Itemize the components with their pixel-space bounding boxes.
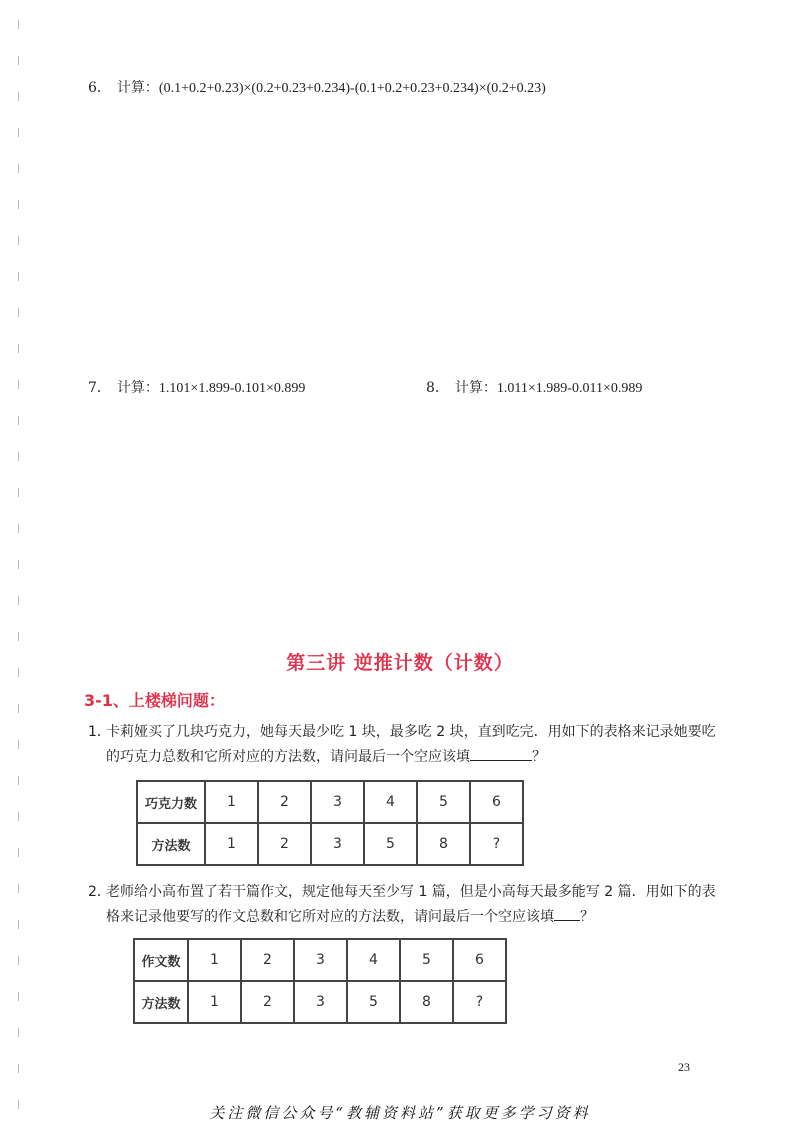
row-header: 方法数 [137,823,205,865]
question-number: 2． [88,884,111,900]
table-cell: 8 [417,823,470,865]
table-cell: ? [470,823,523,865]
table-cell: 8 [400,981,453,1023]
section-title: 3-1、上楼梯问题： [84,691,225,710]
table-row [134,939,506,981]
question-text [106,720,728,769]
margin-tick [18,848,19,857]
margin-tick [18,308,19,317]
row-header: 作文数 [134,939,188,981]
question-2 [88,880,728,929]
problem-number: 7． [88,380,111,396]
margin-tick [18,956,19,965]
problem-expression: 1.101×1.899-0.101×0.899 [158,381,306,396]
problem-7 [88,378,305,399]
margin-tick [18,560,19,569]
answer-blank[interactable] [554,904,580,921]
table-cell: 2 [258,823,311,865]
question-number: 1． [88,724,111,740]
table-cell: 1 [205,781,258,823]
problem-expression: 1.011×1.989-0.011×0.989 [496,381,643,396]
table-cell: 3 [294,981,347,1023]
question-body: 老师给小高布置了若干篇作文，规定他每天至少写 1 篇，但是小高每天最多能写 2 篇．用如下的表格来记录他要写的作文总数和它所对应的方法数，请问最后一个空应该填 [106,884,716,925]
problem-label: 计算： [454,380,497,396]
table-cell: 5 [417,781,470,823]
margin-tick [18,92,19,101]
problem-expression: (0.1+0.2+0.23)×(0.2+0.23+0.234)-(0.1+0.2+0.23+0.234)×(0.2+0.23) [158,81,546,96]
chocolate-table [136,780,524,866]
answer-blank[interactable] [470,744,532,761]
margin-tick [18,884,19,893]
table-row [137,823,523,865]
table-cell: 5 [364,823,417,865]
margin-tick [18,812,19,821]
margin-tick [18,596,19,605]
table-cell: 3 [294,939,347,981]
margin-tick [18,992,19,1001]
question-tail: ？ [532,749,546,765]
problem-8 [426,378,642,399]
margin-tick [18,632,19,641]
margin-tick [18,344,19,353]
table-cell: 2 [258,781,311,823]
table-cell: 1 [188,981,241,1023]
table-cell: 6 [470,781,523,823]
table-cell: 1 [205,823,258,865]
margin-tick [18,128,19,137]
question-text [106,880,728,929]
table-cell: 4 [347,939,400,981]
row-header: 巧克力数 [137,781,205,823]
page-number: 23 [678,1060,690,1074]
problem-number: 6． [88,80,111,96]
table-row [137,781,523,823]
table-cell: 5 [347,981,400,1023]
problem-6 [88,78,546,99]
problem-label: 计算： [116,80,159,96]
footer-note: 关注微信公众号“教辅资料站”获取更多学习资料 [209,1104,591,1122]
table-cell: 3 [311,781,364,823]
margin-tick [18,452,19,461]
margin-tick [18,164,19,173]
question-1 [88,720,728,769]
margin-tick [18,380,19,389]
question-tail: ？ [580,909,594,925]
table-row [134,981,506,1023]
margin-tick [18,416,19,425]
margin-tick [18,740,19,749]
table-cell: ? [453,981,506,1023]
table-cell: 3 [311,823,364,865]
essay-table [133,938,507,1024]
margin-tick [18,704,19,713]
table-cell: 2 [241,939,294,981]
problem-label: 计算： [116,380,159,396]
problem-number: 8． [426,380,449,396]
margin-tick [18,776,19,785]
margin-tick [18,20,19,29]
margin-tick [18,200,19,209]
table-cell: 1 [188,939,241,981]
question-body: 卡莉娅买了几块巧克力，她每天最少吃 1 块，最多吃 2 块，直到吃完．用如下的表格来记录她要吃的巧克力总数和它所对应的方法数，请问最后一个空应该填 [106,724,716,765]
table-cell: 6 [453,939,506,981]
margin-tick [18,488,19,497]
margin-tick [18,1028,19,1037]
lecture-title: 第三讲 逆推计数（计数） [286,652,514,674]
margin-tick [18,272,19,281]
table-cell: 5 [400,939,453,981]
table-cell: 2 [241,981,294,1023]
margin-tick [18,236,19,245]
margin-tick [18,1064,19,1073]
binding-margin [18,0,22,1131]
margin-tick [18,56,19,65]
table-cell: 4 [364,781,417,823]
row-header: 方法数 [134,981,188,1023]
margin-tick [18,920,19,929]
margin-tick [18,524,19,533]
